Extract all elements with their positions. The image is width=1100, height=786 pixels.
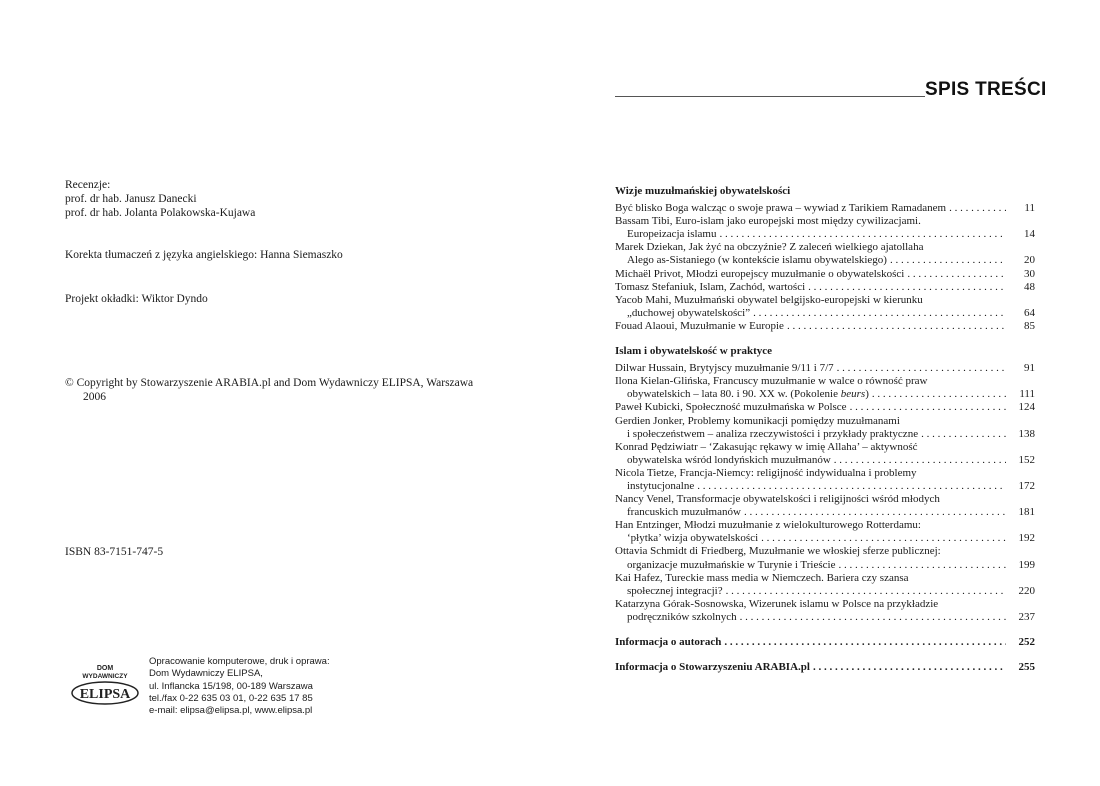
- entry-title-line: Nancy Venel, Transformacje obywatelskości i religijności wśród młodych: [615, 493, 940, 506]
- page-number: 252: [1018, 636, 1035, 648]
- page-number: 30: [1024, 267, 1035, 280]
- reviewers-label: Recenzje:: [65, 179, 111, 191]
- reviewer-2: prof. dr hab. Jolanta Polakowska-Kujawa: [65, 207, 256, 219]
- dot-leader: [837, 362, 1006, 375]
- entry-title-line: Marek Dziekan, Jak żyć na obczyźnie? Z zaleceń wielkiego ajatollaha: [615, 241, 924, 254]
- entry-title: Europeizacja islamu: [627, 228, 717, 241]
- entry-title: ‘płytka’ wizja obywatelskości: [627, 532, 759, 545]
- dot-leader: [872, 388, 1006, 401]
- entry-title: Informacja o Stowarzyszeniu ARABIA.pl: [615, 661, 810, 674]
- logo-text-top: DOM: [96, 665, 114, 672]
- toc-entry[interactable]: [615, 241, 1035, 267]
- section-heading: Wizje muzułmańskiej obywatelskości: [615, 185, 791, 197]
- publisher-line: Opracowanie komputerowe, druk i oprawa:: [149, 656, 330, 667]
- entry-title-line: Kai Hafez, Tureckie mass media w Niemczech. Bariera czy szansa: [615, 571, 909, 584]
- dot-leader: [813, 661, 1006, 674]
- toc-entry[interactable]: [615, 415, 1035, 441]
- dot-leader: [834, 454, 1006, 467]
- toc-entry[interactable]: [615, 268, 1035, 281]
- dot-leader: [720, 228, 1007, 241]
- entry-title: i społeczeństwem – analiza rzeczywistości i przykłady praktyczne: [627, 427, 919, 440]
- page-number: 192: [1018, 532, 1035, 545]
- entry-title-line: Gerdien Jonker, Problemy komunikacji pomiędzy muzułmanami: [615, 414, 900, 427]
- cover-credit: [65, 292, 208, 306]
- elipsa-logo: [70, 662, 140, 706]
- dot-leader: [907, 268, 1006, 281]
- publisher-line: tel./fax 0-22 635 03 01, 0-22 635 17 85: [149, 692, 313, 704]
- page-number: 124: [1018, 401, 1035, 414]
- page-number: 138: [1018, 427, 1035, 440]
- page-number: 14: [1024, 228, 1035, 241]
- entry-title-line: Ilona Kielan-Glińska, Francuscy muzułmanie w walce o równość praw: [615, 375, 928, 388]
- entry-title: Dilwar Hussain, Brytyjscy muzułmanie 9/11 i 7/7: [615, 362, 834, 375]
- page-number: 91: [1024, 362, 1035, 375]
- page-number: 64: [1024, 306, 1035, 319]
- page-number: 255: [1018, 661, 1035, 674]
- title-rule: [615, 96, 925, 97]
- page-number: 237: [1018, 610, 1035, 623]
- publisher-info: [149, 656, 330, 717]
- isbn-text: ISBN 83-7151-747-5: [65, 546, 164, 558]
- entry-title: Fouad Alaoui, Muzułmanie w Europie: [615, 319, 784, 332]
- toc-entry[interactable]: [615, 401, 1035, 414]
- page-number: 111: [1019, 388, 1035, 401]
- table-of-contents: [615, 185, 1035, 674]
- publisher-line: e-mail: elipsa@elipsa.pl, www.elipsa.pl: [149, 705, 313, 717]
- logo-text-name: ELIPSA: [79, 687, 131, 702]
- dot-leader: [724, 636, 1006, 649]
- toc-entry[interactable]: [615, 281, 1035, 294]
- toc-entry[interactable]: [615, 375, 1035, 401]
- entry-title: obywatelska wśród londyńskich muzułmanów: [627, 453, 831, 466]
- dot-leader: [761, 532, 1006, 545]
- entry-title: Alego as-Sistaniego (w kontekście islamu obywatelskiego): [627, 254, 887, 267]
- toc-entry[interactable]: [615, 493, 1035, 519]
- toc-entry[interactable]: [615, 215, 1035, 241]
- dot-leader: [726, 585, 1006, 598]
- entry-title: podręczników szkolnych: [627, 610, 737, 623]
- entry-title-line: Bassam Tibi, Euro-islam jako europejski most między cywilizacjami.: [615, 215, 921, 228]
- section-entries: [615, 202, 1035, 333]
- page-title: SPIS TREŚCI: [925, 79, 1047, 100]
- entry-title-line: Katarzyna Górak-Sosnowska, Wizerunek islamu w Polsce na przykładzie: [615, 597, 939, 610]
- toc-entry[interactable]: [615, 545, 1035, 571]
- dot-leader: [808, 281, 1006, 294]
- dot-leader: [850, 401, 1006, 414]
- copyright-notice: [65, 376, 483, 404]
- publisher-line: ul. Inflancka 15/198, 00-189 Warszawa: [149, 680, 313, 692]
- entry-title: Paweł Kubicki, Społeczność muzułmańska w Polsce: [615, 401, 847, 414]
- toc-entry[interactable]: [615, 294, 1035, 320]
- proofreading-credit: [65, 248, 343, 262]
- toc-entry[interactable]: [615, 598, 1035, 624]
- copyright-text: © Copyright by Stowarzyszenie ARABIA.pl and Dom Wydawniczy ELIPSA, Warszawa 2006: [65, 377, 474, 403]
- toc-entry[interactable]: [615, 467, 1035, 493]
- page-number: 152: [1018, 453, 1035, 466]
- page-number: 199: [1018, 558, 1035, 571]
- dot-leader: [949, 202, 1006, 215]
- publisher-line: Dom Wydawniczy ELIPSA,: [149, 668, 263, 680]
- entry-title: obywatelskich – lata 80. i 90. XX w. (Pokolenie beurs): [627, 388, 869, 401]
- logo-text-mid: WYDAWNICZY: [82, 673, 128, 680]
- toc-entry-association[interactable]: [615, 661, 1035, 674]
- toc-entry[interactable]: [615, 320, 1035, 333]
- entry-title: Tomasz Stefaniuk, Islam, Zachód, wartości: [615, 280, 806, 293]
- entry-title-line: Yacob Mahi, Muzułmański obywatel belgijsko-europejski w kierunku: [615, 293, 923, 306]
- page-number: 181: [1018, 506, 1035, 519]
- toc-entry[interactable]: [615, 202, 1035, 215]
- dot-leader: [921, 428, 1006, 441]
- entry-title: Być blisko Boga walcząc o swoje prawa – wywiad z Tarikiem Ramadanem: [615, 202, 947, 215]
- isbn: [65, 545, 163, 559]
- proofreading-text: Korekta tłumaczeń z języka angielskiego: Hanna Siemaszko: [65, 249, 343, 261]
- dot-leader: [744, 506, 1006, 519]
- entry-title-line: Ottavia Schmidt di Friedberg, Muzułmanie we włoskiej sferze publicznej:: [615, 545, 941, 558]
- entry-title-line: Nicola Tietze, Francja-Niemcy: religijność indywidualna i problemy: [615, 466, 917, 479]
- dot-leader: [740, 611, 1006, 624]
- page-number: 85: [1024, 319, 1035, 332]
- page-number: 20: [1024, 254, 1035, 267]
- entry-title: społecznej integracji?: [627, 584, 723, 597]
- cover-text: Projekt okładki: Wiktor Dyndo: [65, 293, 208, 305]
- entry-title: Michaël Privot, Młodzi europejscy muzułmanie o obywatelskości: [615, 267, 905, 280]
- page-number: 48: [1024, 280, 1035, 293]
- entry-title: Informacja o autorach: [615, 636, 722, 648]
- section-heading: Islam i obywatelskość w praktyce: [615, 345, 773, 358]
- entry-title: instytucjonalne: [627, 479, 695, 492]
- toc-entry[interactable]: [615, 519, 1035, 545]
- entry-title-line: Han Entzinger, Młodzi muzułmanie z wielokulturowego Rotterdamu:: [615, 519, 921, 532]
- page-number: 11: [1024, 202, 1035, 215]
- toc-entry[interactable]: [615, 441, 1035, 467]
- dot-leader: [697, 480, 1006, 493]
- toc-entry-authors[interactable]: [615, 636, 1035, 649]
- dot-leader: [890, 254, 1006, 267]
- entry-title: organizacje muzułmańskie w Turynie i Trieście: [627, 558, 836, 571]
- page-number: 220: [1018, 584, 1035, 597]
- dot-leader: [838, 559, 1006, 572]
- section-entries: [615, 362, 1035, 624]
- entry-title: „duchowej obywatelskości”: [627, 306, 751, 319]
- dot-leader: [787, 320, 1006, 333]
- entry-title: francuskich muzułmanów: [627, 506, 741, 519]
- reviewers-block: [65, 178, 255, 220]
- reviewer-1: prof. dr hab. Janusz Danecki: [65, 193, 197, 205]
- toc-entry[interactable]: [615, 572, 1035, 598]
- toc-entry[interactable]: [615, 362, 1035, 375]
- page-number: 172: [1018, 479, 1035, 492]
- entry-title-line: Konrad Pędziwiatr – ‘Zakasując rękawy w imię Allaha’ – aktywność: [615, 440, 918, 453]
- dot-leader: [753, 307, 1006, 320]
